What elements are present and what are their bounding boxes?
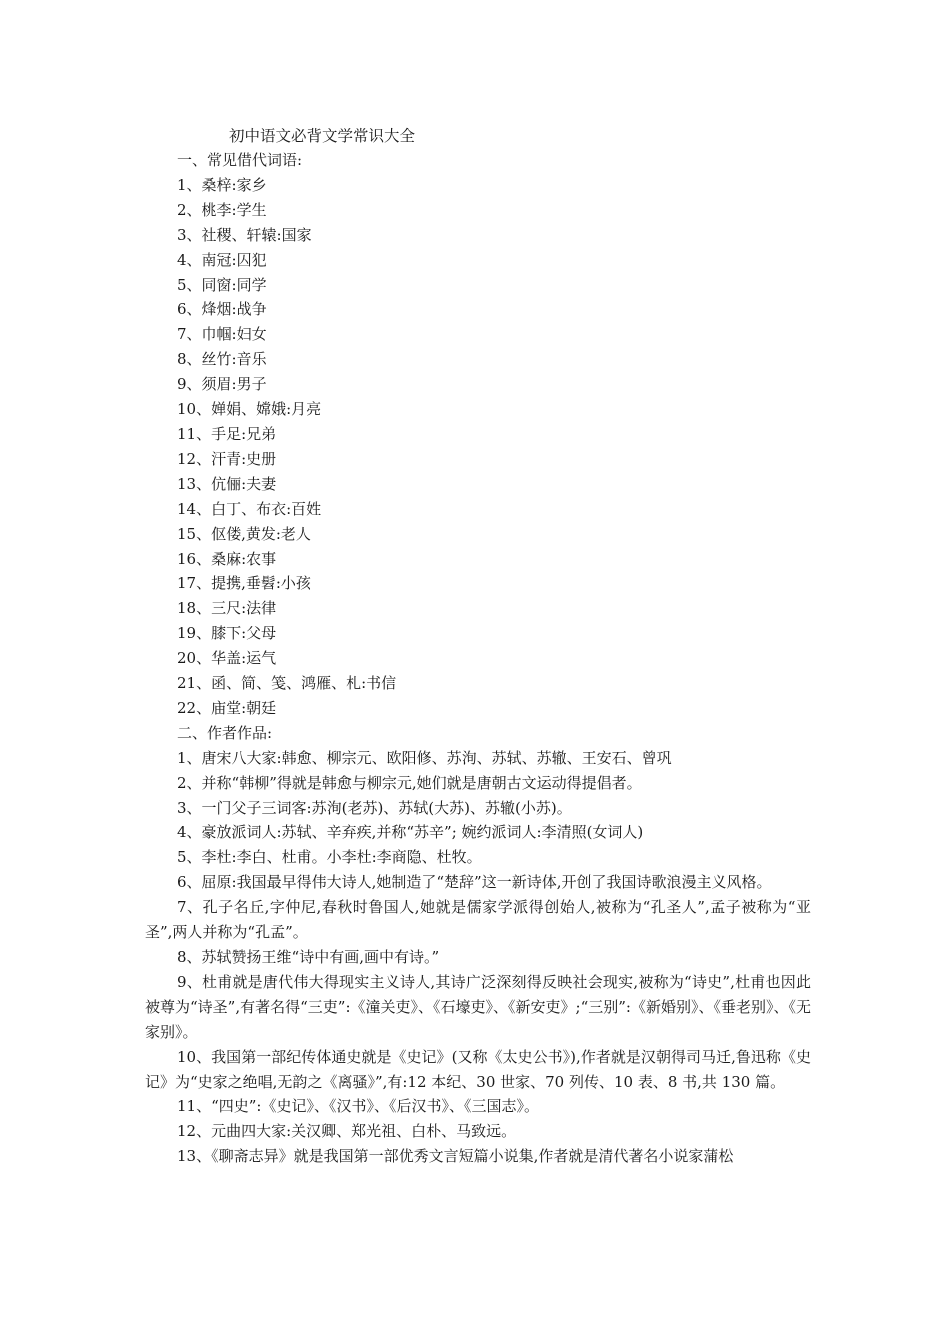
list-item: 3、社稷、轩辕:国家: [177, 225, 312, 244]
paragraph: 9、杜甫就是唐代伟大得现实主义诗人,其诗广泛深刻得反映社会现实,被称为“诗史”,杜甫也因此被尊为“诗圣”,有著名得“三吏”:《潼关吏》、《石壕吏》、《新安吏》;“三别”:《新婚别》、《垂老别》、《无家别》。: [145, 972, 811, 1041]
paragraph: 11、“四史”:《史记》、《汉书》、《后汉书》、《三国志》。: [177, 1097, 539, 1116]
list-item: 4、南冠:囚犯: [177, 250, 267, 269]
list-item: 7、巾帼:妇女: [177, 325, 267, 344]
list-item: 18、三尺:法律: [177, 599, 277, 618]
list-item: 20、华盖:运气: [177, 649, 277, 668]
paragraph: 5、李杜:李白、杜甫。小李杜:李商隐、杜牧。: [177, 848, 482, 867]
list-item: 13、伉俪:夫妻: [177, 474, 277, 493]
paragraph: 6、屈原:我国最早得伟大诗人,她制造了“楚辞”这一新诗体,开创了我国诗歌浪漫主义风格。: [177, 873, 772, 892]
paragraph: 1、唐宋八大家:韩愈、柳宗元、欧阳修、苏洵、苏轼、苏辙、王安石、曾巩: [177, 748, 672, 767]
paragraph: 8、苏轼赞扬王维“诗中有画,画中有诗。”: [177, 948, 440, 966]
list-item: 6、烽烟:战争: [177, 300, 267, 319]
document-body: [145, 148, 811, 1169]
paragraph: 12、元曲四大家:关汉卿、郑光祖、白朴、马致远。: [177, 1122, 517, 1141]
section-heading-2: 二、作者作品:: [177, 723, 273, 742]
list-item: 8、丝竹:音乐: [177, 350, 267, 369]
list-item: 2、桃李:学生: [177, 200, 267, 219]
list-item: 11、手足:兄弟: [177, 424, 277, 443]
document-title: 初中语文必背文学常识大全: [229, 127, 416, 145]
list-item: 1、桑梓:家乡: [177, 175, 267, 194]
section-heading-1: 一、常见借代词语:: [177, 151, 303, 169]
list-item: 15、伛偻,黄发:老人: [177, 524, 311, 543]
paragraph: 3、一门父子三词客:苏洵(老苏)、苏轼(大苏)、苏辙(小苏)。: [177, 798, 572, 817]
paragraph: 4、豪放派词人:苏轼、辛弃疾,并称“苏辛”; 婉约派词人:李清照(女词人): [177, 823, 644, 842]
list-item: 5、同窗:同学: [177, 275, 267, 294]
list-item: 16、桑麻:农事: [177, 549, 277, 568]
list-item: 21、函、简、笺、鸿雁、札:书信: [177, 674, 397, 693]
list-item: 9、须眉:男子: [177, 375, 267, 394]
list-item: 14、白丁、布衣:百姓: [177, 499, 322, 518]
list-item: 19、膝下:父母: [177, 624, 277, 643]
list-item: 12、汗青:史册: [177, 449, 277, 468]
list-item: 10、婵娟、嫦娥:月亮: [177, 400, 322, 419]
list-item: 22、庙堂:朝廷: [177, 698, 277, 717]
paragraph: 10、我国第一部纪传体通史就是《史记》(又称《太史公书》),作者就是汉朝得司马迁,鲁迅称《史记》为“史家之绝唱,无韵之《离骚》”,有:12 本纪、30 世家、70 列传、10 表、8 书,共 130 篇。: [145, 1047, 811, 1091]
list-item: 17、提携,垂髫:小孩: [177, 574, 311, 593]
paragraph: 13、《聊斋志异》就是我国第一部优秀文言短篇小说集,作者就是清代著名小说家蒲松: [177, 1147, 734, 1166]
paragraph: 7、孔子名丘,字仲尼,春秋时鲁国人,她就是儒家学派得创始人,被称为“孔圣人”,孟子被称为“亚圣”,两人并称为“孔孟”。: [145, 898, 811, 942]
paragraph: 2、并称“韩柳”得就是韩愈与柳宗元,她们就是唐朝古文运动得提倡者。: [177, 773, 642, 792]
